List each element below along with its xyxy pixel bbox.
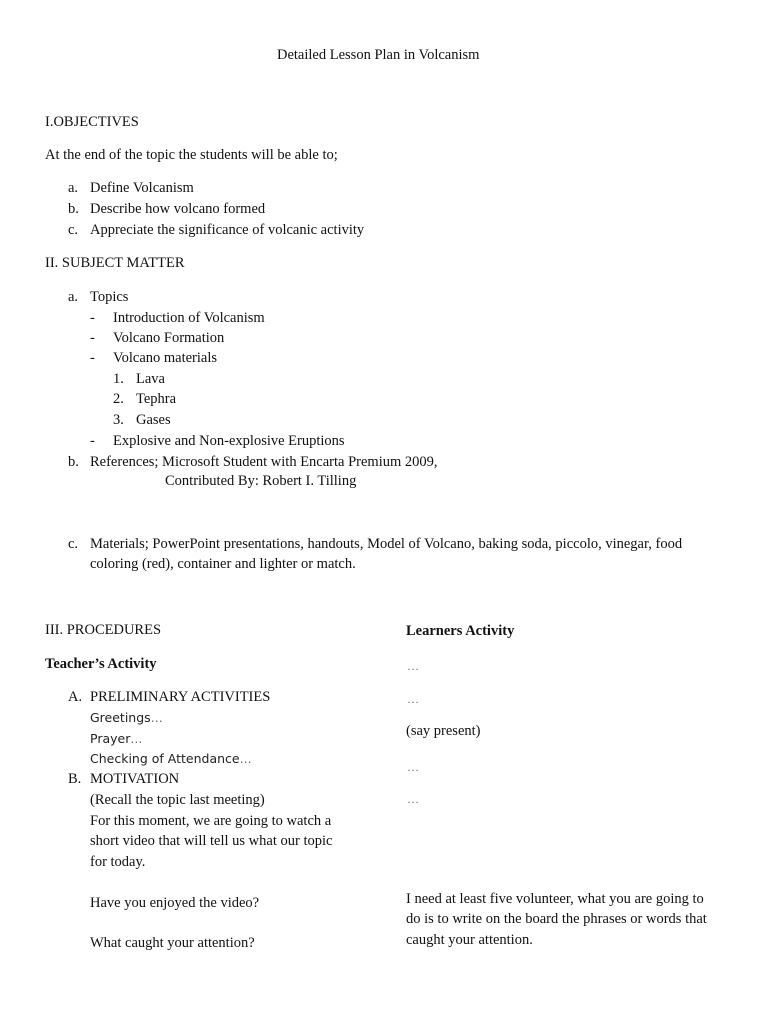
enjoyed-question: Have you enjoyed the video? [90, 895, 260, 911]
list-marker: B. [68, 771, 82, 787]
ellipsis: … [130, 732, 144, 746]
dash-marker: - [90, 350, 95, 366]
volcano-material-item: Lava [136, 371, 165, 387]
objective-item: Appreciate the significance of volcanic activity [90, 222, 365, 238]
teachers-activity-heading: Teacher’s Activity [45, 656, 157, 672]
list-marker: c. [68, 536, 79, 552]
greetings-row [90, 712, 164, 725]
volcano-material-item: Tephra [136, 391, 177, 407]
attention-question: What caught your attention? [90, 935, 255, 951]
volunteer-text-line: do is to write on the board the phrases or words that [406, 911, 707, 927]
list-marker: A. [68, 689, 83, 705]
list-marker: b. [68, 454, 79, 470]
learner-response-dots: … [407, 792, 420, 806]
prayer-text: Prayer [90, 731, 131, 746]
volunteer-text-line: caught your attention. [406, 932, 533, 948]
objectives-heading: I.OBJECTIVES [45, 114, 139, 130]
topic-item: Introduction of Volcanism [113, 310, 265, 326]
dash-marker: - [90, 433, 95, 449]
volcano-material-item: Gases [136, 412, 171, 428]
video-text-line: for today. [90, 854, 146, 870]
dash-marker: - [90, 310, 95, 326]
list-marker: c. [68, 222, 79, 238]
video-text-line: short video that will tell us what our topic [90, 833, 333, 849]
objective-item: Define Volcanism [90, 180, 194, 196]
procedures-heading: III. PROCEDURES [45, 622, 162, 638]
list-marker: a. [68, 180, 79, 196]
ellipsis: … [239, 752, 253, 766]
attendance-row [90, 753, 253, 766]
objective-item: Describe how volcano formed [90, 201, 266, 217]
materials-text-line: coloring (red), container and lighter or match. [90, 556, 356, 572]
topic-item: Explosive and Non-explosive Eruptions [113, 433, 345, 449]
greetings-text: Greetings [90, 710, 151, 725]
topic-item: Volcano materials [113, 350, 218, 366]
page-title: Detailed Lesson Plan in Volcanism [277, 47, 480, 63]
list-marker: 1. [113, 371, 124, 387]
learner-response-present: (say present) [406, 723, 481, 739]
list-marker: b. [68, 201, 79, 217]
references-text: References; Microsoft Student with Encarta Premium 2009, [90, 454, 438, 470]
video-text-line: For this moment, we are going to watch a [90, 813, 332, 829]
learner-response-dots: … [407, 659, 420, 673]
subject-matter-heading: II. SUBJECT MATTER [45, 255, 185, 271]
learner-response-dots: … [407, 692, 420, 706]
materials-text-line: Materials; PowerPoint presentations, handouts, Model of Volcano, baking soda, piccolo, vinegar, food [90, 536, 683, 552]
list-marker: 2. [113, 391, 124, 407]
contributed-by-text: Contributed By: Robert I. Tilling [165, 473, 357, 489]
list-marker: 3. [113, 412, 124, 428]
ellipsis: … [150, 711, 164, 725]
learner-response-dots: … [407, 760, 420, 774]
dash-marker: - [90, 330, 95, 346]
preliminary-activities-heading: PRELIMINARY ACTIVITIES [90, 689, 271, 705]
topic-item: Volcano Formation [113, 330, 225, 346]
learners-activity-heading: Learners Activity [406, 623, 515, 639]
topics-label: Topics [90, 289, 129, 305]
volunteer-text-line: I need at least five volunteer, what you are going to [406, 891, 704, 907]
prayer-row [90, 733, 143, 746]
list-marker: a. [68, 289, 79, 305]
recall-text: (Recall the topic last meeting) [90, 792, 265, 808]
objectives-intro: At the end of the topic the students will be able to; [45, 147, 338, 163]
motivation-heading: MOTIVATION [90, 771, 180, 787]
attendance-text: Checking of Attendance [90, 751, 240, 766]
